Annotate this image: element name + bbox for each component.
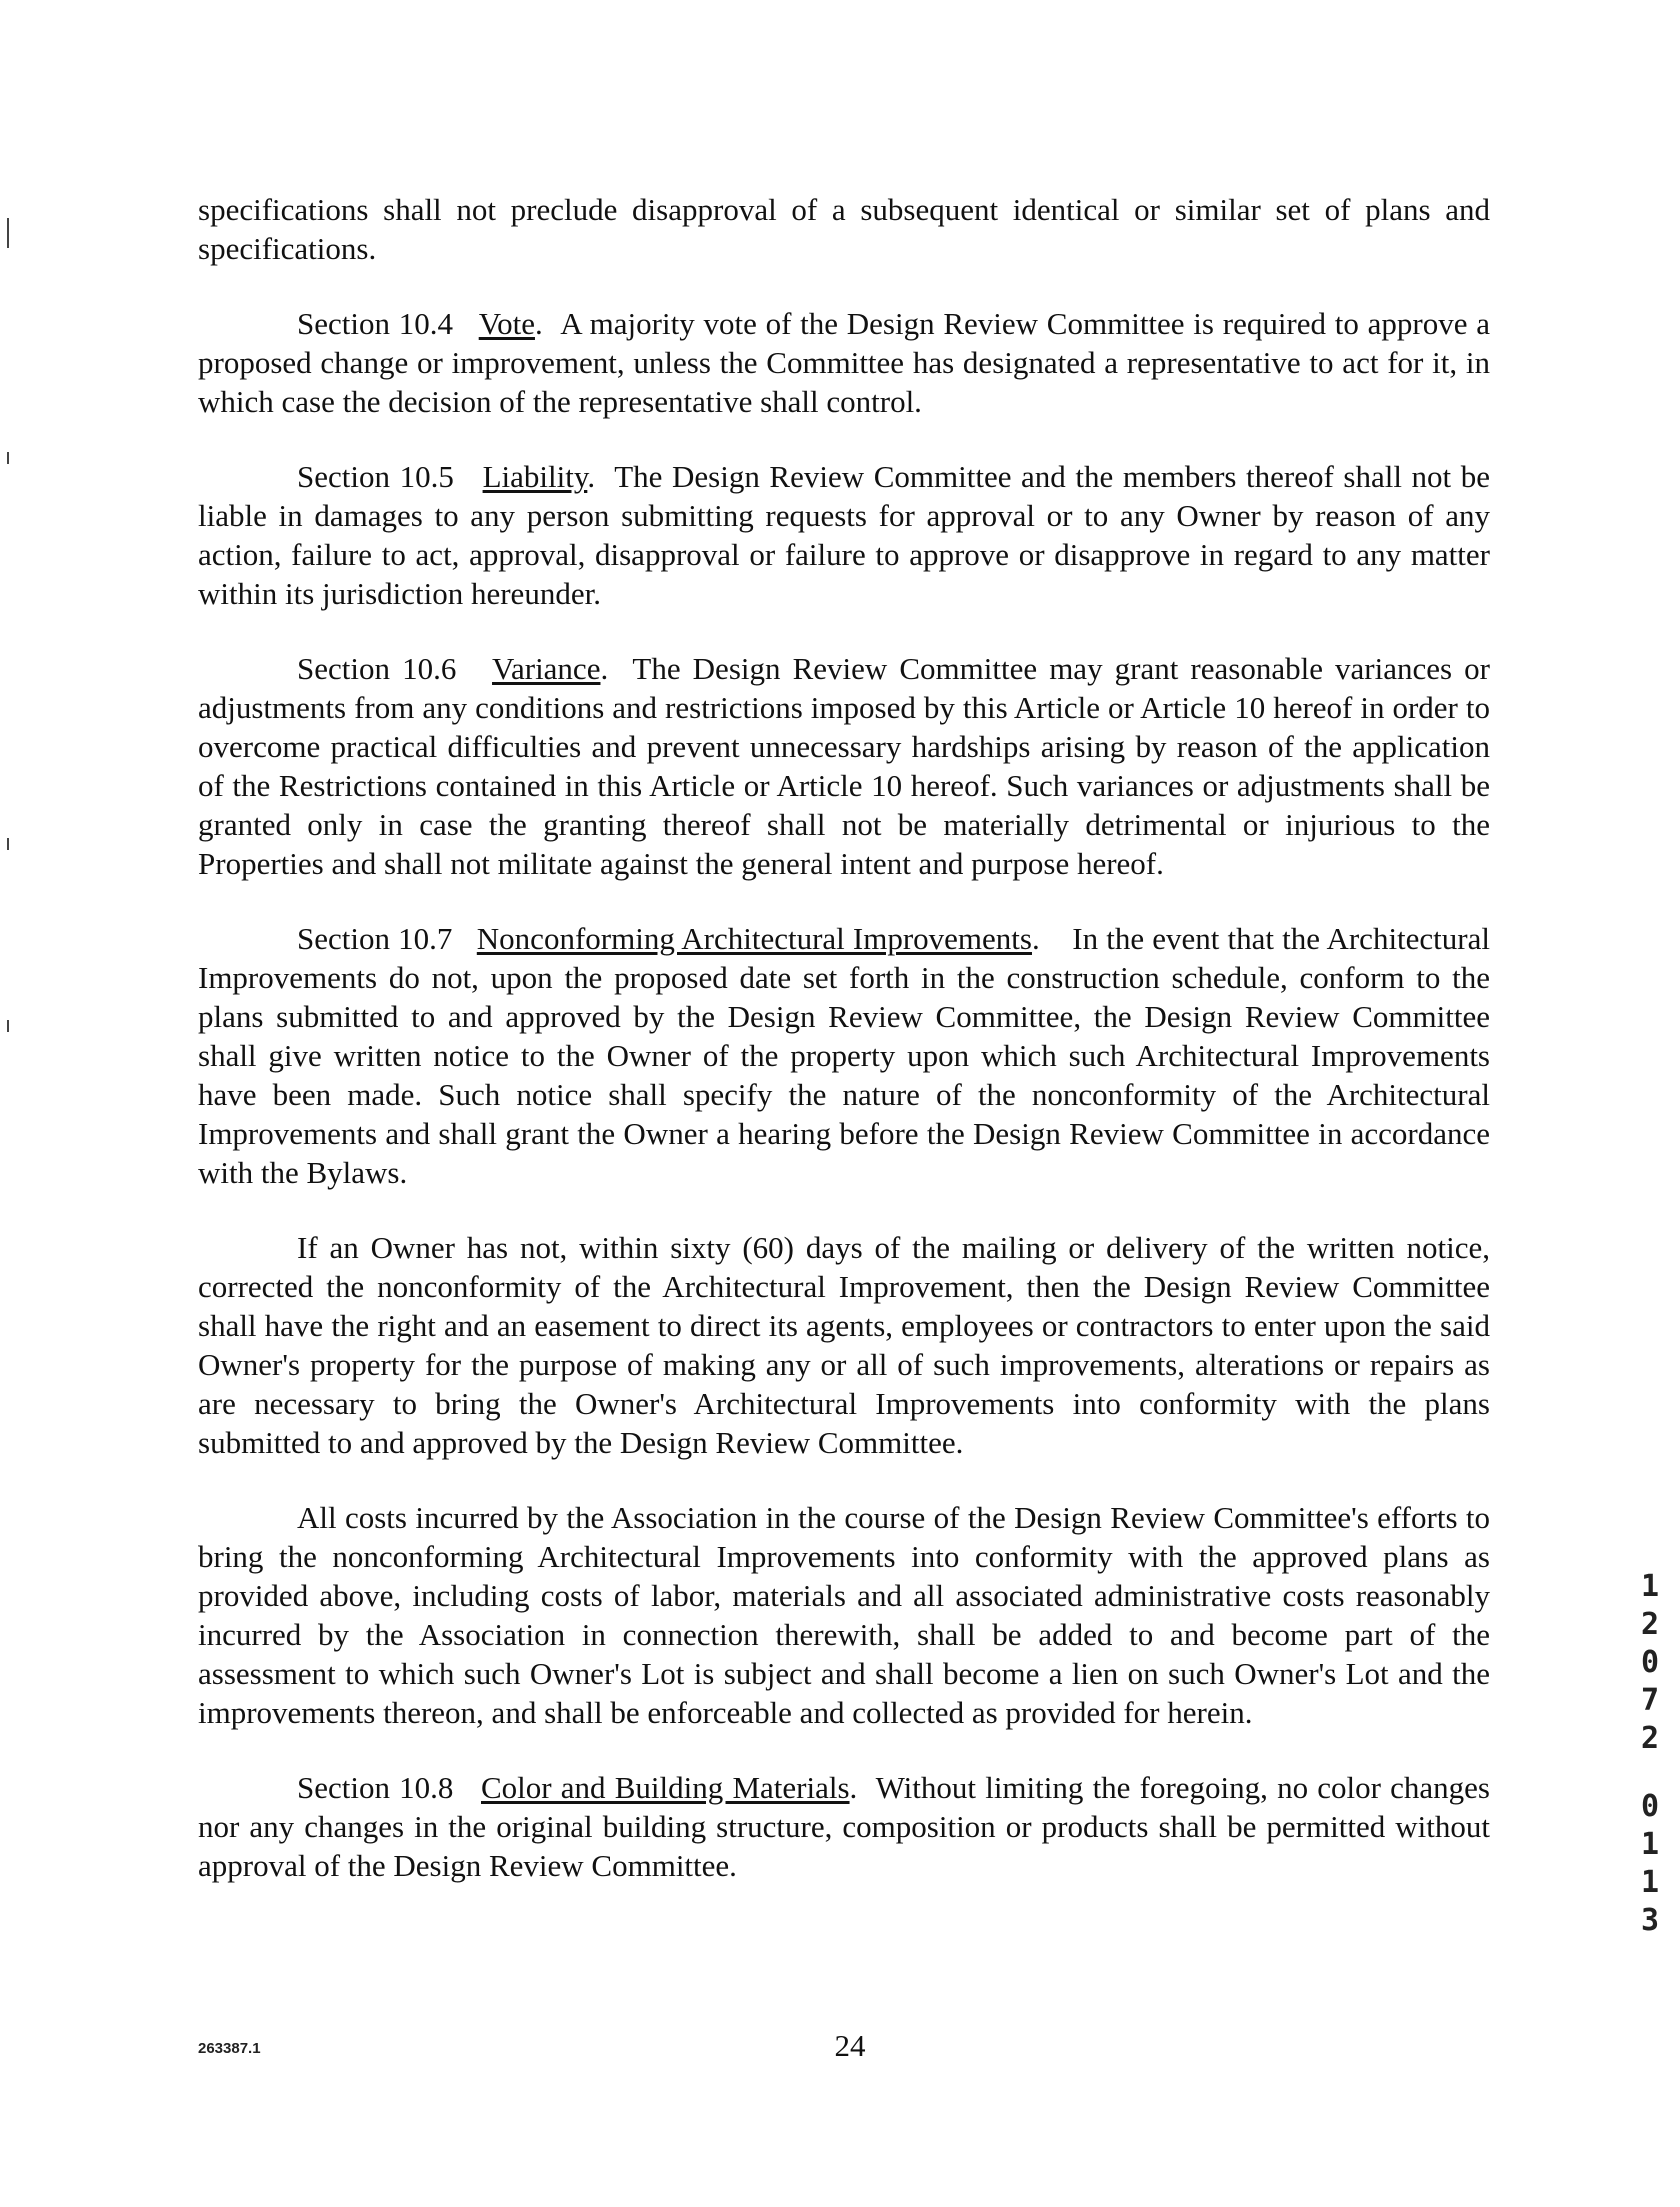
scan-margin-mark	[7, 1020, 9, 1032]
recording-digit: 2	[1640, 1721, 1660, 1756]
document-body	[198, 190, 1490, 1921]
section-heading: Liability	[482, 459, 588, 494]
paragraph-text: Without limiting the foregoing, no color changes nor any changes in the original building structure, composition or products shall be permitted without approval of the Design Review Committee.	[198, 1770, 1490, 1883]
paragraph-text: A majority vote of the Design Review Committee is required to approve a proposed change or improvement, unless the Committee has designated a representative to act for it, in which case the decision of the representative shall control.	[198, 306, 1490, 419]
section-10-6-variance: Section 10.6 Variance. The Design Review Committee may grant reasonable variances or adjustments from any conditions and restrictions imposed by this Article or Article 10 hereof in order to overcome practical difficulties and prevent unnecessary hardships arising by reason of the application of the Restrictions contained in this Article or Article 10 hereof. Such variances or adjustments shall be granted only in case the granting thereof shall not be materially detrimental or injurious to the Properties and shall not militate against the general intent and purpose hereof.	[198, 651, 1490, 881]
paragraph-continuation	[198, 190, 1490, 268]
section-10-7-nonconforming: Section 10.7 Nonconforming Architectural Improvements. In the event that the Architectural Improvements do not, upon the proposed date set forth in the construction schedule, conform to the plans submitted to and approved by the Design Review Committee, the Design Review Committee shall give written notice to the Owner of the property upon which such Architectural Improvements have been made. Such notice shall specify the nature of the nonconformity of the Architectural Improvements and shall grant the Owner a hearing before the Design Review Committee in accordance with the Bylaws.	[198, 921, 1490, 1190]
scan-margin-mark	[7, 452, 9, 464]
section-number: Section 10.6	[297, 651, 457, 686]
recording-digit: 0	[1640, 1789, 1660, 1824]
document-id: 263387.1	[198, 2040, 261, 2057]
page-number: 24	[834, 2028, 866, 2063]
section-heading: Nonconforming Architectural Improvements	[476, 921, 1032, 956]
section-10-8-color-materials: Section 10.8 Color and Building Materials. Without limiting the foregoing, no color changes nor any changes in the original building structure, composition or products shall be permitted without approval of the Design Review Committee.	[198, 1770, 1490, 1883]
recording-number	[1630, 1568, 1670, 1940]
section-heading: Variance	[492, 651, 601, 686]
recording-digit: 1	[1640, 1865, 1660, 1900]
paragraph-text: In the event that the Architectural Improvements do not, upon the proposed date set forth in the construction schedule, conform to the plans submitted to and approved by the Design Review Committee, the Design Review Committee shall give written notice to the Owner of the property upon which such Architectural Improvements have been made. Such notice shall specify the nature of the nonconformity of the Architectural Improvements and shall grant the Owner a hearing before the Design Review Committee in accordance with the Bylaws.	[198, 921, 1490, 1190]
paragraph-text: The Design Review Committee and the members thereof shall not be liable in damages to any person submitting requests for approval or to any Owner by reason of any action, failure to act, approval, disapproval or failure to approve or disapprove in regard to any matter within its jurisdiction hereunder.	[198, 459, 1491, 611]
section-number: Section 10.5	[297, 459, 454, 494]
paragraph-text: All costs incurred by the Association in the course of the Design Review Committee's efforts to bring the nonconforming Architectural Improvements into conformity with the approved plans as provided above, including costs of labor, materials and all associated administrative costs reasonably incurred by the Association in connection therewith, shall be added to and become part of the assessment to which such Owner's Lot is subject and shall become a lien on such Owner's Lot and the improvements thereon, and shall be enforceable and collected as provided for herein.	[198, 1500, 1490, 1730]
section-heading: Color and Building Materials	[481, 1770, 850, 1805]
recording-digit: 1	[1640, 1827, 1660, 1862]
section-number: Section 10.4	[297, 306, 453, 341]
scan-margin-mark	[7, 838, 9, 850]
section-heading: Vote	[478, 306, 535, 341]
paragraph-text: If an Owner has not, within sixty (60) days of the mailing or delivery of the written notice, corrected the nonconformity of the Architectural Improvement, then the Design Review Committee shall have the right and an easement to direct its agents, employees or contractors to enter upon the said Owner's property for the purpose of making any or all of such improvements, alterations or repairs as are necessary to bring the Owner's Architectural Improvements into conformity with the plans submitted to and approved by the Design Review Committee.	[198, 1230, 1490, 1460]
scan-margin-mark	[7, 218, 9, 248]
recording-digit: 0	[1640, 1645, 1660, 1680]
recording-digit: 7	[1640, 1683, 1660, 1718]
paragraph-costs	[198, 1498, 1490, 1732]
recording-digit: 3	[1640, 1903, 1660, 1938]
section-10-4-vote: Section 10.4 Vote. A majority vote of the Design Review Committee is required to approve a proposed change or improvement, unless the Committee has designated a representative to act for it, in which case the decision of the representative shall control.	[198, 306, 1490, 419]
section-number: Section 10.8	[297, 1770, 454, 1805]
section-10-5-liability: Section 10.5 Liability. The Design Review Committee and the members thereof shall not be liable in damages to any person submitting requests for approval or to any Owner by reason of any action, failure to act, approval, disapproval or failure to approve or disapprove in regard to any matter within its jurisdiction hereunder.	[198, 459, 1491, 611]
paragraph-text: The Design Review Committee may grant reasonable variances or adjustments from any conditions and restrictions imposed by this Article or Article 10 hereof in order to overcome practical difficulties and prevent unnecessary hardships arising by reason of the application of the Restrictions contained in this Article or Article 10 hereof. Such variances or adjustments shall be granted only in case the granting thereof shall not be materially detrimental or injurious to the Properties and shall not militate against the general intent and purpose hereof.	[198, 651, 1490, 881]
recording-digit: 2	[1640, 1607, 1660, 1642]
section-number: Section 10.7	[297, 921, 453, 956]
paragraph-owner-notice	[198, 1228, 1490, 1462]
recording-number-bottom	[1630, 1788, 1670, 1940]
recording-number-top	[1630, 1568, 1670, 1758]
recording-digit: 1	[1640, 1569, 1660, 1604]
paragraph-text: specifications shall not preclude disapproval of a subsequent identical or similar set of plans and specifications.	[198, 192, 1490, 266]
